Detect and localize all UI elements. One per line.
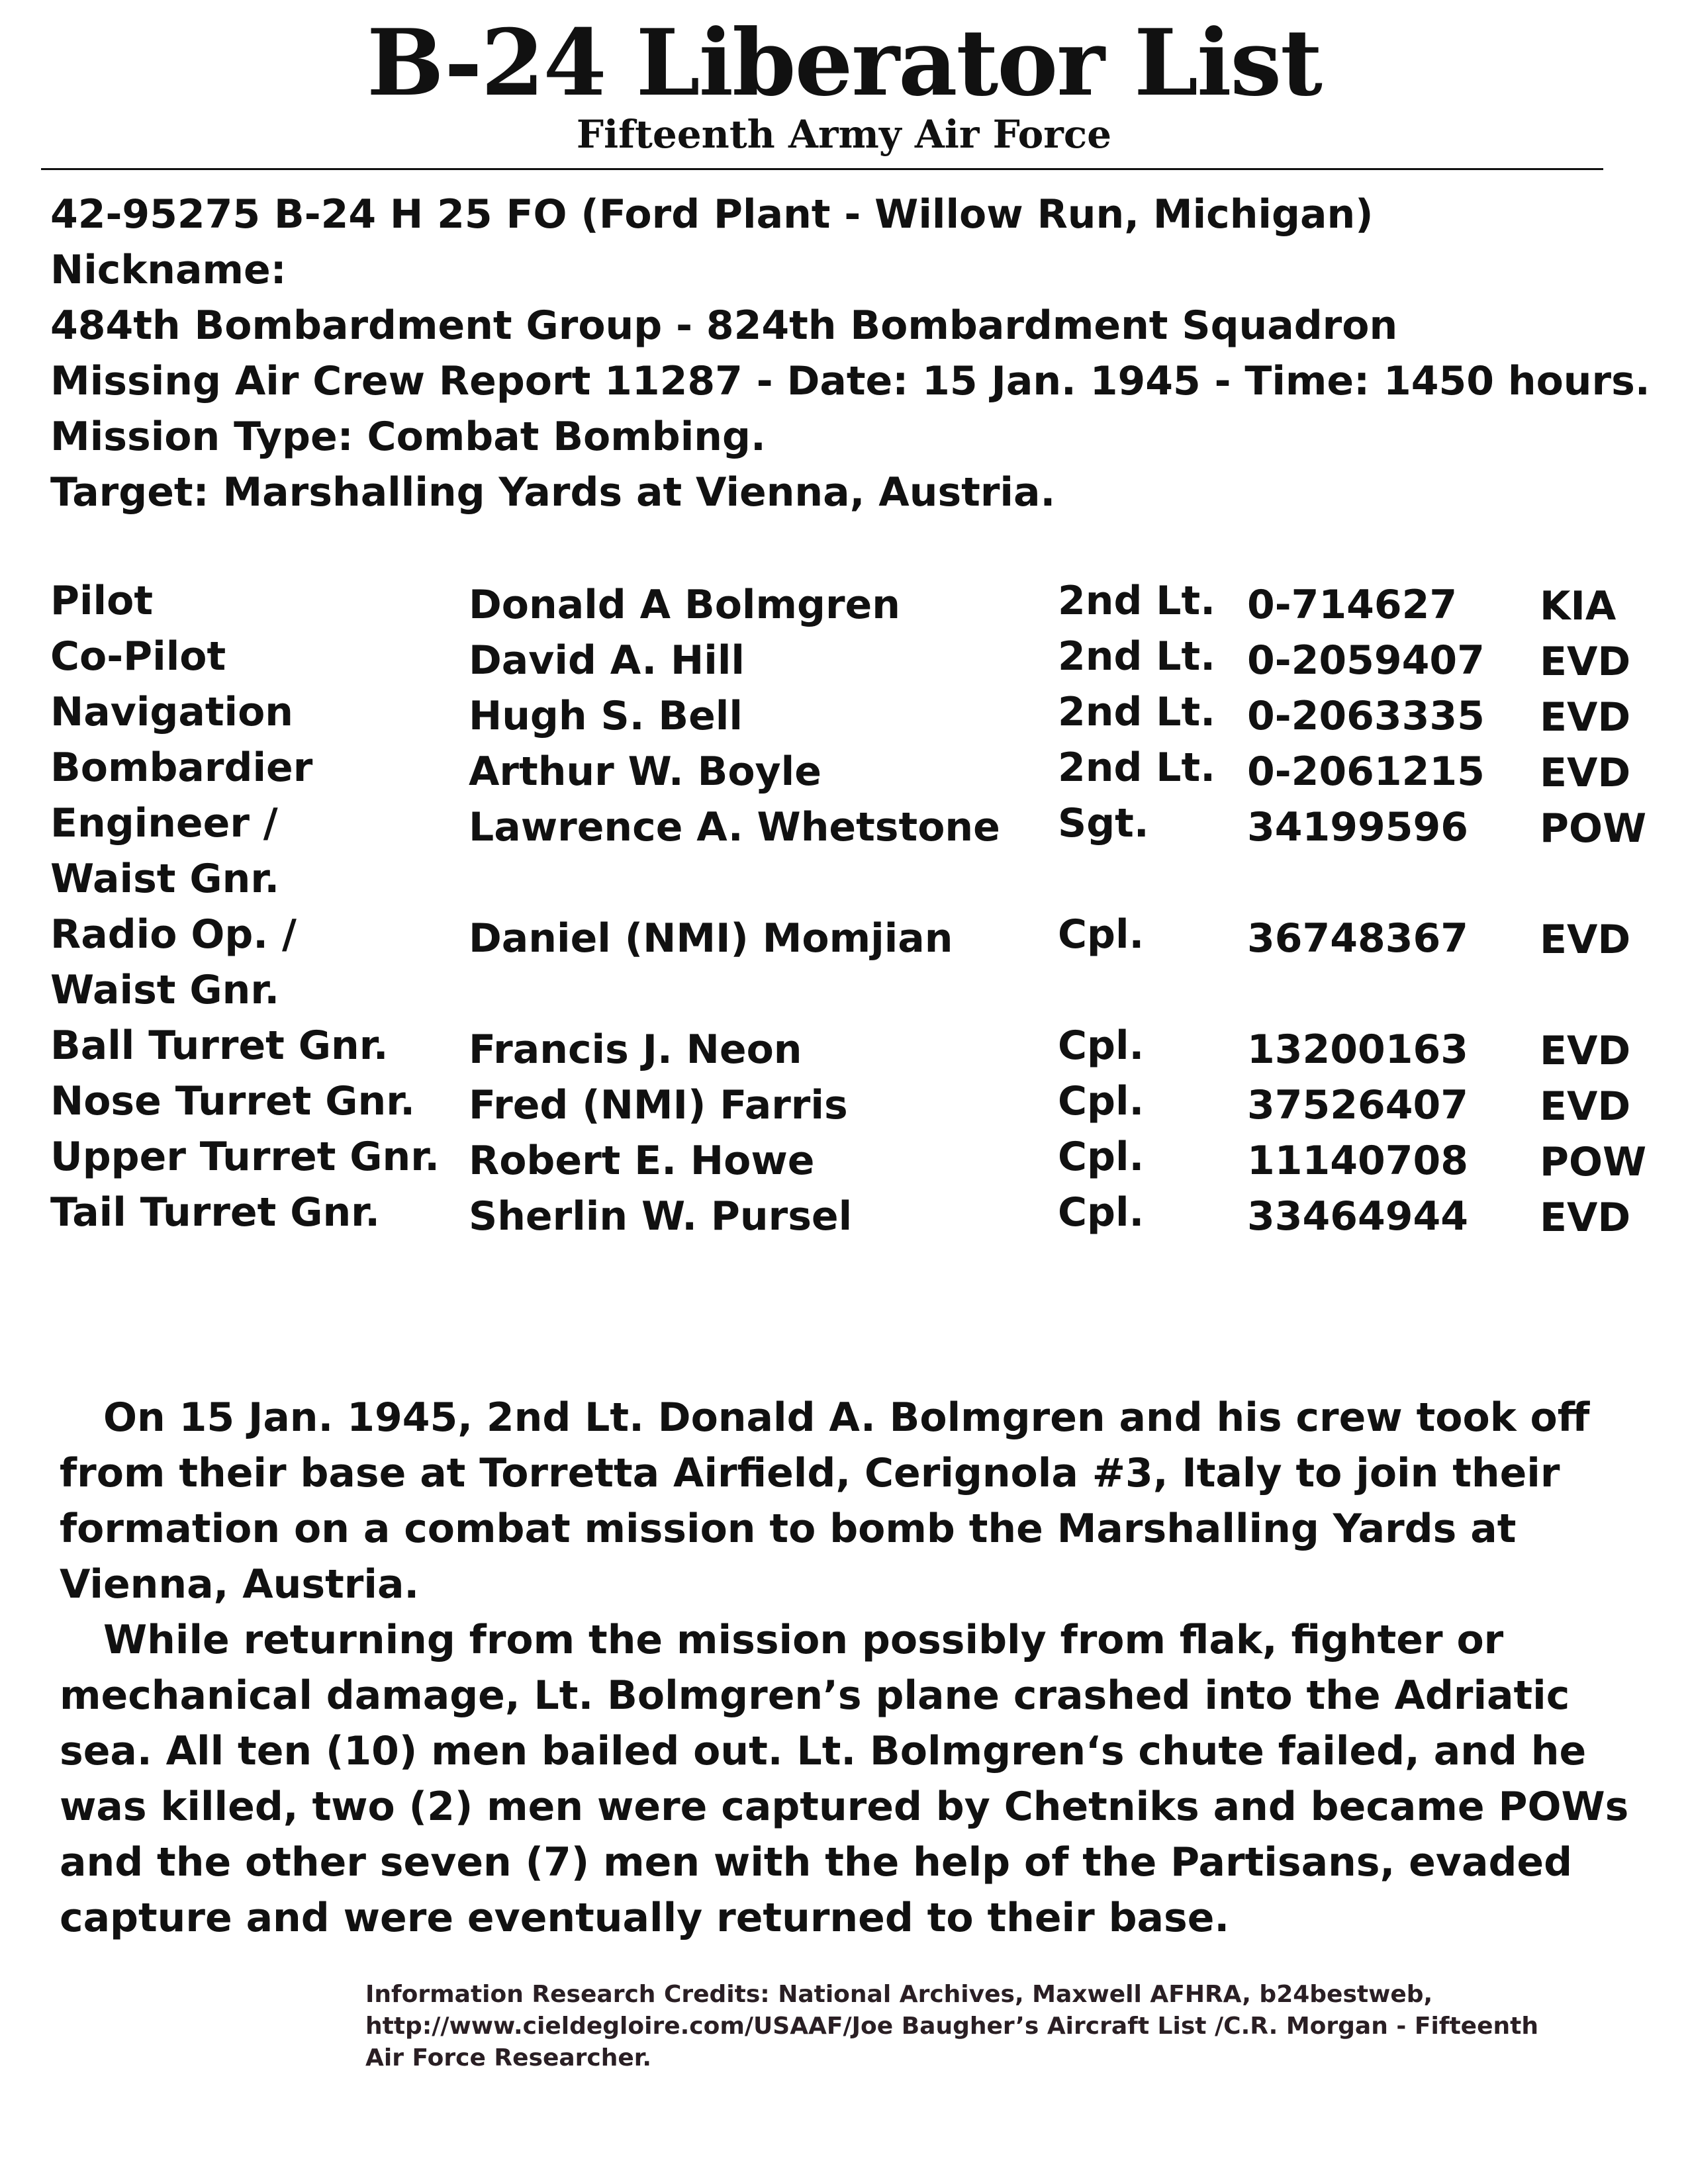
crew-row: [50, 629, 1665, 684]
crew-row: [50, 907, 1665, 1018]
crew-status: EVD: [1540, 917, 1631, 963]
crew-rank: 2nd Lt.: [1058, 745, 1216, 791]
crew-position: Pilot: [50, 578, 154, 624]
crew-serial: 0-2063335: [1247, 693, 1485, 739]
crew-serial: 13200163: [1247, 1026, 1468, 1073]
crew-position: Nose Turret Gnr.: [50, 1078, 416, 1124]
crew-name: Daniel (NMI) Momjian: [469, 915, 953, 962]
crew-list: [50, 573, 1665, 1240]
crew-name: Hugh S. Bell: [469, 693, 743, 739]
research-credits: Information Research Credits: National Archives, Maxwell AFHRA, b24bestweb, http://www.cieldegloire.com/USAAF/Joe Baugher’s Aircraft List /C.R. Morgan - Fifteenth Air Force Researcher.: [365, 1981, 1538, 2071]
crew-row: [50, 1185, 1665, 1240]
crew-position: Bombardier: [50, 745, 313, 791]
narrative-paragraph: On 15 Jan. 1945, 2nd Lt. Donald A. Bolmgren and his crew took off from their base at Torretta Airfield, Cerignola #3, Italy to join their formation on a combat mission to bomb the Marshalling Yards at Vienna, Austria.: [60, 1394, 1590, 1608]
crew-position: Engineer / Waist Gnr.: [50, 800, 280, 902]
crew-status: POW: [1540, 805, 1647, 852]
crew-rank: Sgt.: [1058, 800, 1149, 846]
crew-row: [50, 684, 1665, 740]
crew-serial: 37526407: [1247, 1082, 1468, 1128]
crew-rank: Cpl.: [1058, 1078, 1145, 1124]
crew-name: Lawrence A. Whetstone: [469, 804, 1000, 850]
crew-rank: 2nd Lt.: [1058, 633, 1216, 680]
narrative-paragraph: While returning from the mission possibly from flak, fighter or mechanical damage, Lt. Bolmgren’s plane crashed into the Adriatic sea. All ten (10) men bailed out. Lt. Bolmgren‘s chute failed, and he was killed, two (2) men were captured by Chetniks and became POWs and the other seven (7) men with the help of the Partisans, evaded capture and were eventually returned to their base.: [60, 1617, 1629, 1941]
aircraft-info: [50, 187, 1650, 520]
crew-name: Robert E. Howe: [469, 1138, 815, 1184]
crew-status: EVD: [1540, 1028, 1631, 1074]
crew-name: Arthur W. Boyle: [469, 749, 821, 795]
crew-status: POW: [1540, 1139, 1647, 1185]
crew-row: [50, 1018, 1665, 1073]
crew-name: Sherlin W. Pursel: [469, 1193, 853, 1240]
crew-rank: 2nd Lt.: [1058, 578, 1216, 624]
crew-rank: Cpl.: [1058, 1189, 1145, 1236]
crew-row: [50, 1073, 1665, 1129]
crew-serial: 11140708: [1247, 1138, 1468, 1184]
macr-line: Missing Air Crew Report 11287 - Date: 15 Jan. 1945 - Time: 1450 hours.: [50, 358, 1650, 404]
crew-status: EVD: [1540, 1195, 1631, 1241]
crew-serial: 36748367: [1247, 915, 1468, 962]
crew-serial: 34199596: [1247, 804, 1468, 850]
crew-rank: Cpl.: [1058, 1134, 1145, 1180]
crew-position: Co-Pilot: [50, 633, 226, 680]
target-line: Target: Marshalling Yards at Vienna, Austria.: [50, 469, 1056, 516]
crew-name: Donald A Bolmgren: [469, 582, 900, 628]
crew-status: EVD: [1540, 639, 1631, 685]
crew-position: Radio Op. / Waist Gnr.: [50, 911, 297, 1013]
page-title: B-24 Liberator List: [367, 9, 1321, 116]
crew-serial: 0-2061215: [1247, 749, 1485, 795]
nickname-line: Nickname:: [50, 247, 287, 293]
crew-position: Tail Turret Gnr.: [50, 1189, 380, 1236]
crew-serial: 0-2059407: [1247, 637, 1485, 684]
crew-rank: Cpl.: [1058, 1023, 1145, 1069]
crew-row: [50, 573, 1665, 629]
crew-name: Fred (NMI) Farris: [469, 1082, 848, 1128]
crew-row: [50, 1129, 1665, 1185]
title-divider: [41, 168, 1603, 170]
crew-status: KIA: [1540, 583, 1617, 629]
crew-status: EVD: [1540, 694, 1631, 741]
aircraft-serial-line: 42-95275 B-24 H 25 FO (Ford Plant - Willow Run, Michigan): [50, 191, 1374, 238]
crew-name: Francis J. Neon: [469, 1026, 802, 1073]
crew-rank: 2nd Lt.: [1058, 689, 1216, 735]
crew-status: EVD: [1540, 750, 1631, 796]
page-subtitle: Fifteenth Army Air Force: [576, 112, 1112, 157]
crew-row: [50, 740, 1665, 796]
crew-rank: Cpl.: [1058, 911, 1145, 958]
mission-type-line: Mission Type: Combat Bombing.: [50, 414, 766, 460]
crew-position: Navigation: [50, 689, 294, 735]
narrative: [60, 1390, 1662, 1946]
group-line: 484th Bombardment Group - 824th Bombardment Squadron: [50, 302, 1398, 349]
crew-status: EVD: [1540, 1083, 1631, 1130]
crew-name: David A. Hill: [469, 637, 745, 684]
crew-row: [50, 796, 1665, 907]
crew-serial: 33464944: [1247, 1193, 1468, 1240]
crew-serial: 0-714627: [1247, 582, 1458, 628]
crew-position: Upper Turret Gnr.: [50, 1134, 440, 1180]
crew-position: Ball Turret Gnr.: [50, 1023, 389, 1069]
